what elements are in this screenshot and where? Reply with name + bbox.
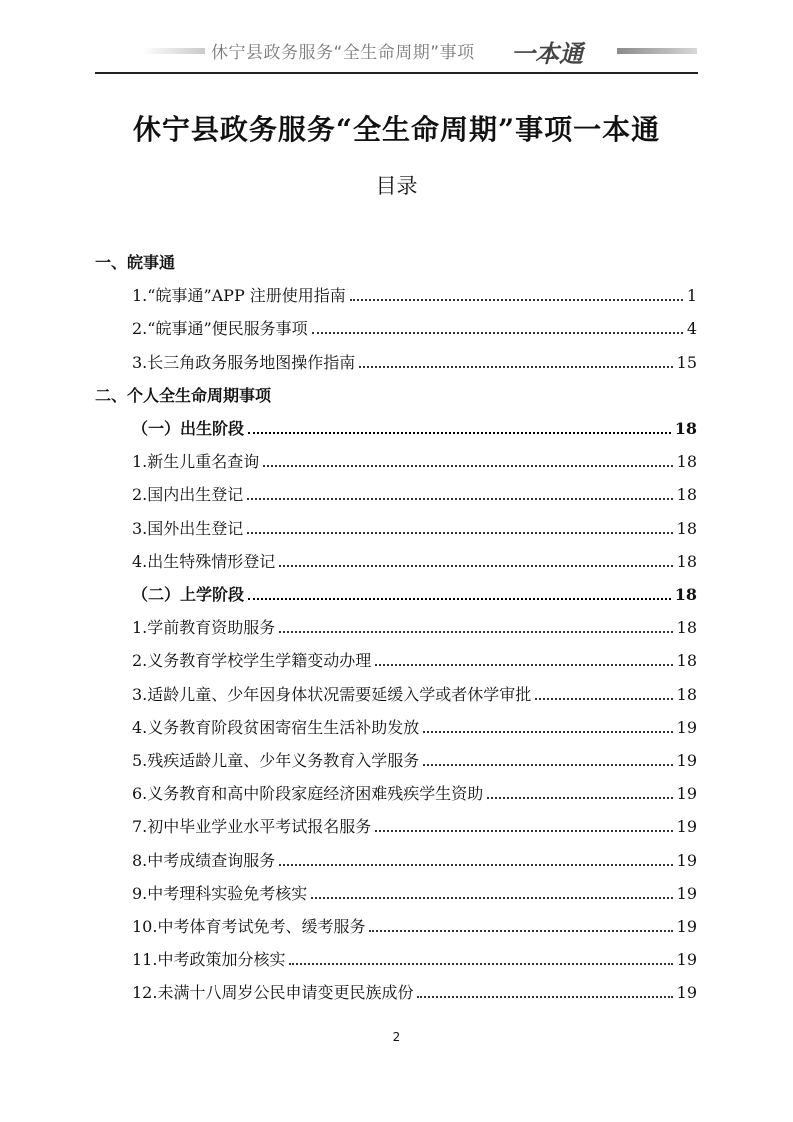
- toc-page-number: 19: [676, 850, 697, 870]
- toc-page-number: 18: [674, 585, 697, 604]
- toc-page-number: 18: [676, 518, 697, 538]
- toc-label: 4.义务教育阶段贫困寄宿生生活补助发放: [132, 717, 420, 737]
- toc-leader-dots: [375, 663, 672, 666]
- toc-leader-dots: [248, 597, 671, 600]
- toc-page-number: 19: [676, 717, 697, 737]
- toc-label: 12.未满十八周岁公民申请变更民族成份: [132, 983, 414, 1003]
- toc-page-number: 19: [676, 917, 697, 936]
- toc-entry[interactable]: [132, 748, 697, 774]
- toc-entry[interactable]: [132, 549, 697, 575]
- toc-leader-dots: [423, 730, 672, 733]
- toc-label: 1.新生儿重名查询: [132, 452, 260, 472]
- header-running-title: 休宁县政务服务“全生命周期”事项: [205, 38, 481, 63]
- toc-page-number: 18: [676, 485, 697, 505]
- toc-leader-dots: [247, 531, 672, 534]
- toc-leader-dots: [369, 929, 672, 932]
- toc-entry[interactable]: [132, 316, 697, 342]
- document-title: 休宁县政务服务“全生命周期”事项一本通: [132, 113, 661, 146]
- toc-entry[interactable]: [132, 283, 697, 309]
- toc-leader-dots: [423, 763, 672, 766]
- page-number: 2: [392, 1030, 401, 1044]
- toc-leader-dots: [312, 331, 683, 334]
- toc-label: 1.学前教育资助服务: [132, 618, 276, 638]
- toc-entry[interactable]: [132, 482, 697, 508]
- toc-page-number: 18: [676, 651, 697, 671]
- header-decor-bar-right: [617, 48, 697, 54]
- toc-label: 2.国内出生登记: [132, 485, 244, 505]
- toc-section[interactable]: [95, 250, 697, 276]
- toc-label: 6.义务教育和高中阶段家庭经济困难残疾学生资助: [132, 784, 484, 804]
- toc-heading: 目录: [375, 174, 418, 198]
- toc-page-number: 19: [676, 983, 697, 1003]
- toc-entry[interactable]: [132, 947, 697, 973]
- toc-page-number: 19: [676, 751, 697, 770]
- toc-leader-dots: [535, 697, 672, 700]
- toc-entry[interactable]: [132, 980, 697, 1006]
- toc-label: 3.适龄儿童、少年因身体状况需要延缓入学或者休学审批: [132, 684, 532, 704]
- toc-label: （一）出生阶段: [132, 419, 245, 438]
- toc-leader-dots: [248, 431, 671, 434]
- toc-label: 1.“皖事通”APP 注册使用指南: [132, 286, 346, 306]
- toc-leader-dots: [350, 298, 683, 301]
- toc-subsection[interactable]: [132, 416, 697, 442]
- toc-entry[interactable]: [132, 881, 697, 907]
- toc-page-number: 4: [686, 319, 697, 339]
- toc-entry[interactable]: [132, 814, 697, 840]
- toc-entry[interactable]: [132, 682, 697, 708]
- header-band: [95, 36, 697, 68]
- toc-page-number: 19: [676, 883, 697, 903]
- toc-leader-dots: [279, 564, 672, 567]
- toc-page-number: 18: [676, 452, 697, 472]
- header-rule: [95, 72, 698, 74]
- toc-leader-dots: [279, 630, 672, 633]
- toc-entry[interactable]: [132, 914, 697, 940]
- toc-leader-dots: [263, 464, 672, 467]
- toc-label: 9.中考理科实验免考核实: [132, 883, 308, 903]
- toc-label: 8.中考成绩查询服务: [132, 850, 276, 870]
- toc-leader-dots: [279, 863, 672, 866]
- toc-entry[interactable]: [132, 781, 697, 807]
- toc-page-number: 18: [676, 618, 697, 638]
- header-logo: 一本通: [507, 34, 587, 69]
- toc-entry[interactable]: [132, 648, 697, 674]
- toc-leader-dots: [375, 829, 672, 832]
- toc-section[interactable]: [95, 383, 697, 409]
- toc-label: 二、个人全生命周期事项: [95, 385, 272, 405]
- toc-label: 4.出生特殊情形登记: [132, 551, 276, 571]
- toc-page-number: 19: [676, 950, 697, 970]
- toc-entry[interactable]: [132, 350, 697, 376]
- toc-label: 7.初中毕业学业水平考试报名服务: [132, 817, 372, 837]
- toc-label: 3.长三角政务服务地图操作指南: [132, 352, 356, 372]
- toc-page-number: 15: [676, 352, 697, 372]
- toc-leader-dots: [359, 365, 672, 368]
- toc-entry[interactable]: [132, 615, 697, 641]
- toc-entry[interactable]: [132, 516, 697, 542]
- toc-leader-dots: [289, 962, 672, 965]
- toc-leader-dots: [417, 995, 672, 998]
- toc-label: 2.义务教育学校学生学籍变动办理: [132, 651, 372, 671]
- toc-page-number: 18: [674, 419, 697, 438]
- toc-page-number: 19: [676, 817, 697, 837]
- toc-page-number: 18: [676, 551, 697, 571]
- toc-label: 2.“皖事通”便民服务事项: [132, 319, 308, 339]
- toc-leader-dots: [311, 896, 672, 899]
- toc-label: 10.中考体育考试免考、缓考服务: [132, 917, 366, 936]
- toc-label: 11.中考政策加分核实: [132, 950, 286, 970]
- toc-label: （二）上学阶段: [132, 585, 245, 604]
- toc-label: 5.残疾适龄儿童、少年义务教育入学服务: [132, 751, 420, 770]
- toc-label: 一、皖事通: [95, 253, 176, 272]
- toc-entry[interactable]: [132, 848, 697, 874]
- toc-entry[interactable]: [132, 715, 697, 741]
- toc-entry[interactable]: [132, 449, 697, 475]
- toc-leader-dots: [487, 796, 672, 799]
- toc-page-number: 1: [686, 286, 697, 306]
- toc-page-number: 18: [676, 684, 697, 704]
- toc-subsection[interactable]: [132, 582, 697, 608]
- toc-page-number: 19: [676, 784, 697, 804]
- toc-leader-dots: [247, 497, 672, 500]
- toc-label: 3.国外出生登记: [132, 518, 244, 538]
